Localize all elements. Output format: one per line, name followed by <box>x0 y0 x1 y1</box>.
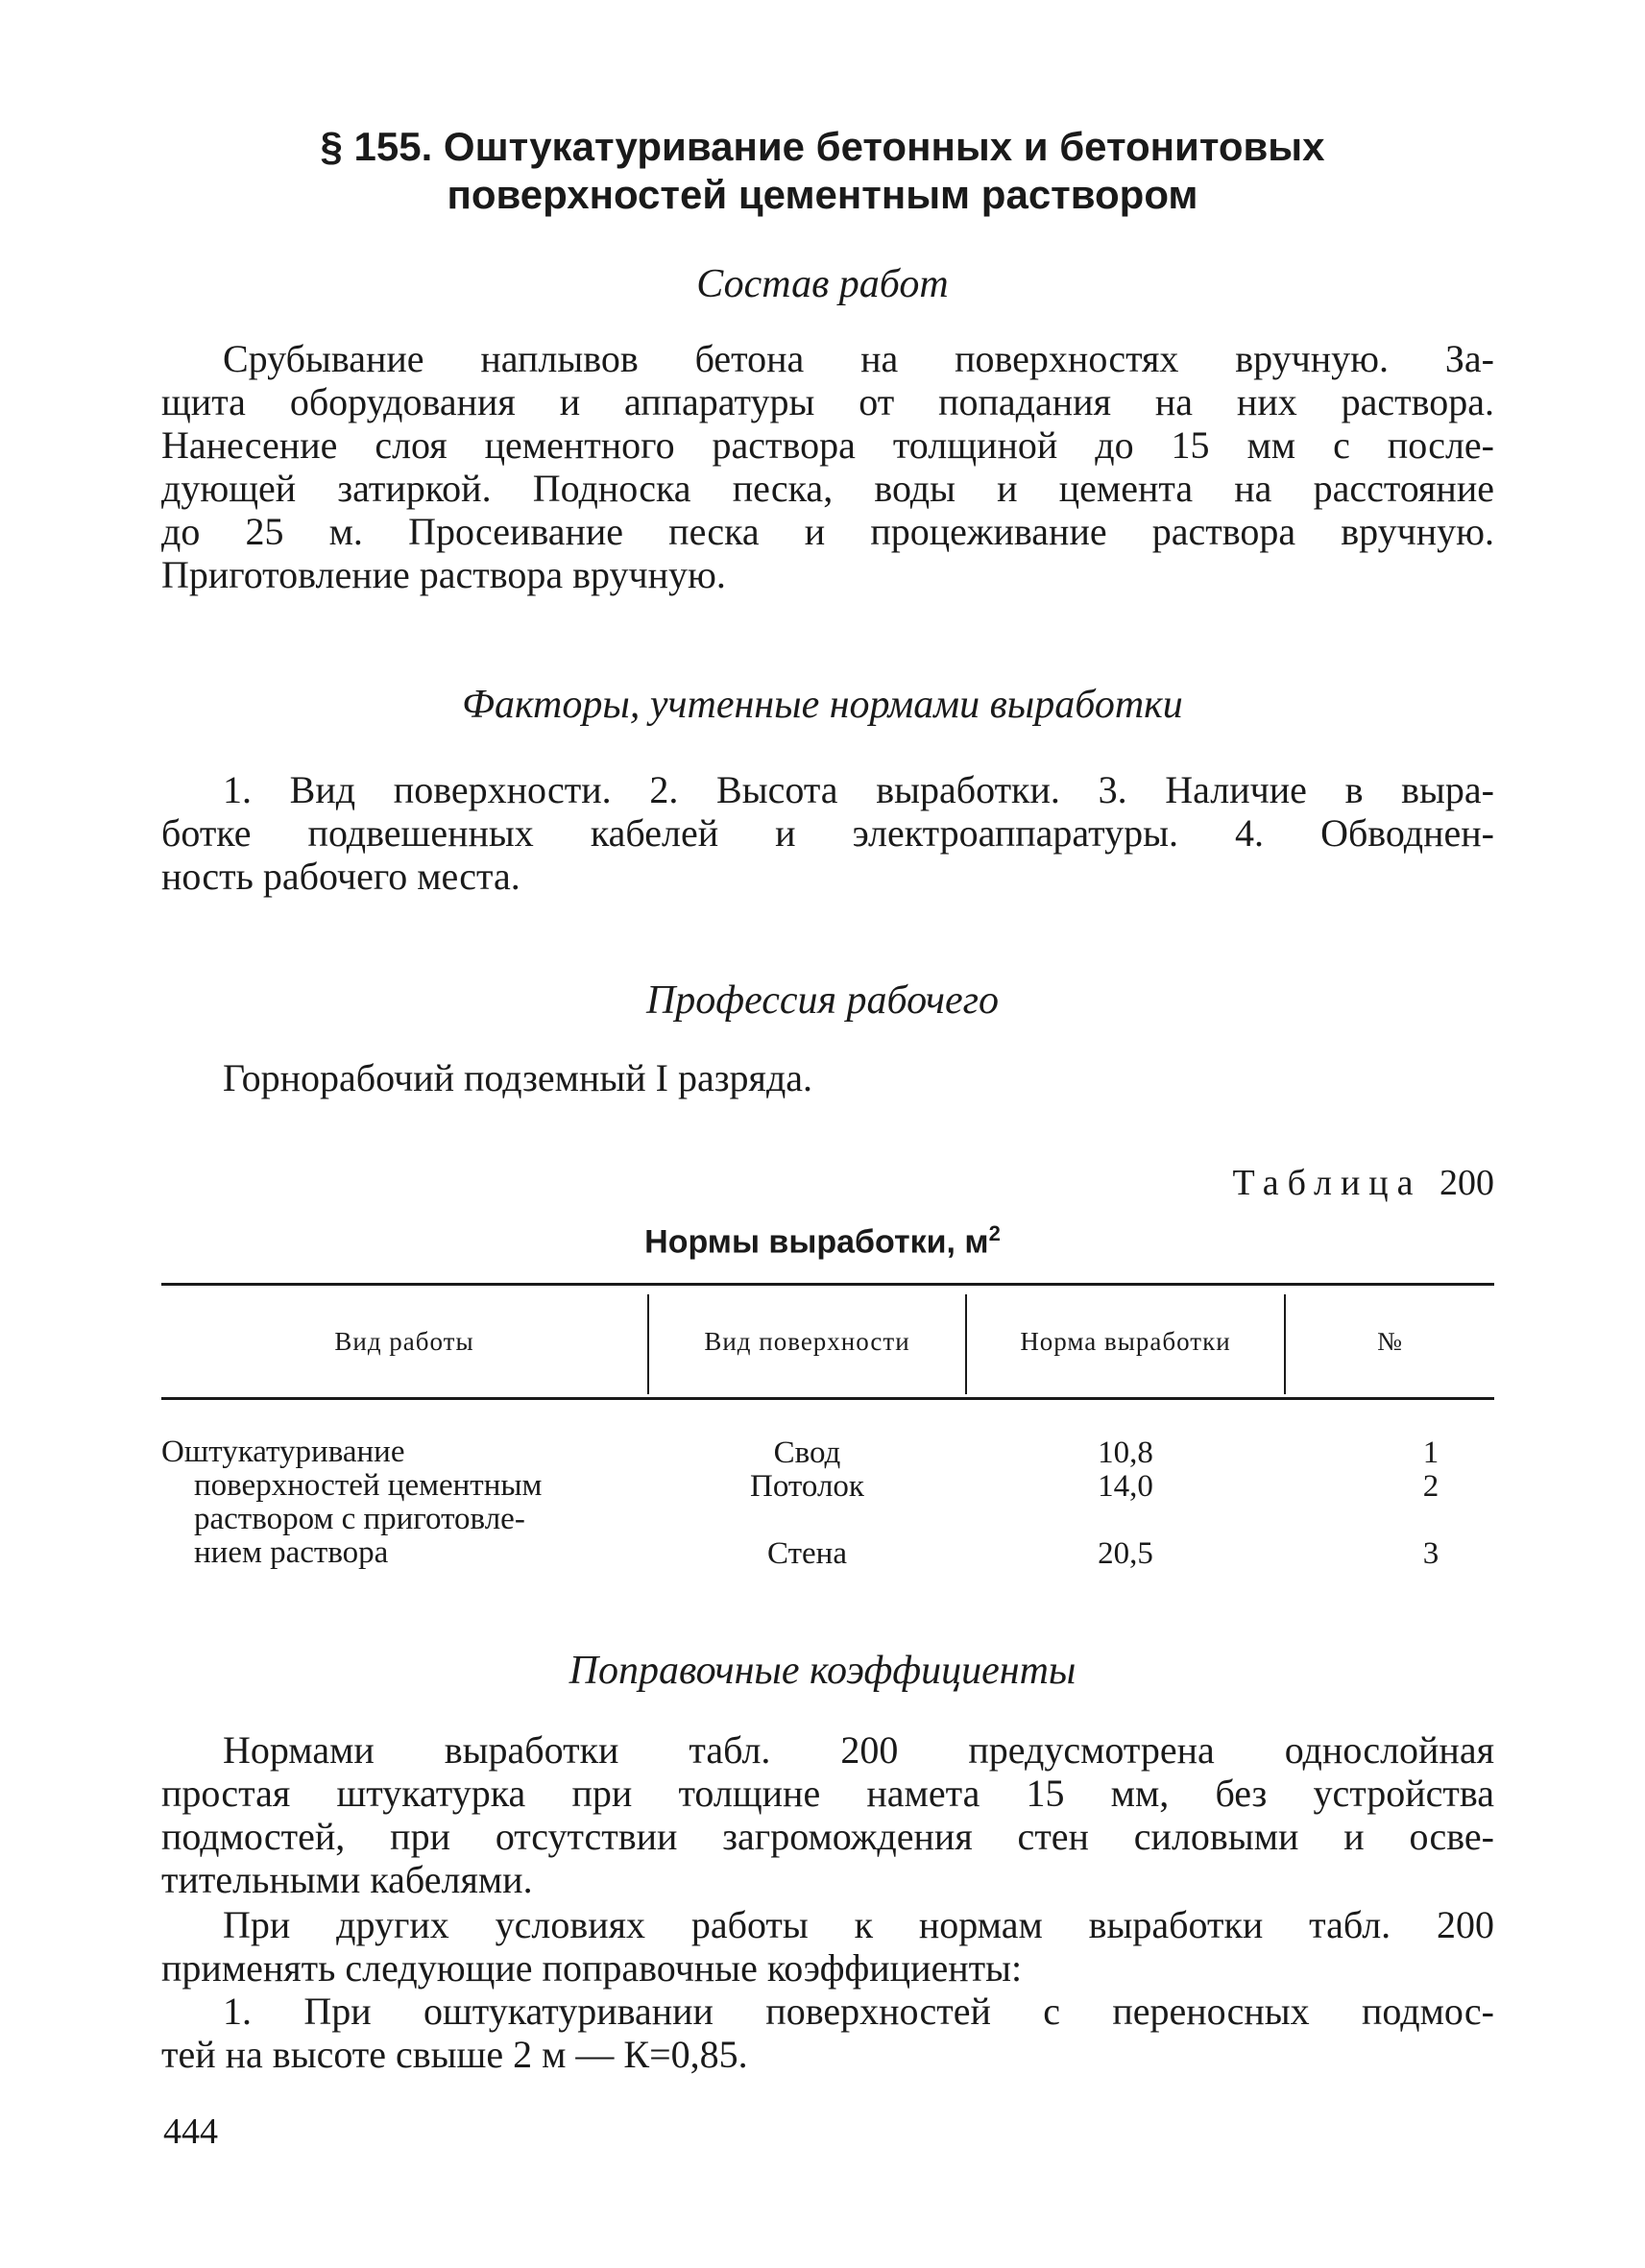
table-cell-number: 1 <box>1422 1436 1439 1470</box>
header-norm: Норма выработки <box>1020 1327 1231 1356</box>
table-top-rule <box>161 1283 1494 1286</box>
paragraph-line: При других условиях работы к нормам выработки табл. 200 <box>223 1903 1494 1946</box>
norm-column <box>967 1436 1284 1570</box>
work-composition-heading: Состав работ <box>696 262 949 306</box>
paragraph-line: Нанесение слоя цементного раствора толщиной до 15 мм с после- <box>161 423 1494 467</box>
section-title-line-1: § 155. Оштукатуривание бетонных и бетонитовых <box>320 124 1325 169</box>
work-type-line: поверхностей цементным <box>194 1468 543 1503</box>
work-type-line: Оштукатуривание <box>161 1435 405 1469</box>
profession-paragraph <box>161 1056 1494 1099</box>
coefficients-paragraph-3 <box>161 1990 1494 2076</box>
factors-heading: Факторы, учтенные нормами выработки <box>462 683 1183 727</box>
page-number: 444 <box>163 2111 218 2152</box>
table-header-rule <box>161 1397 1494 1400</box>
table-label <box>1232 1162 1494 1204</box>
table-label-text: Таблица <box>1232 1163 1422 1203</box>
coefficients-paragraph-1 <box>161 1728 1494 1901</box>
work-type-cell <box>161 1436 613 1570</box>
paragraph-line: простая штукатурка при толщине намета 15 мм, без устройства <box>161 1772 1494 1815</box>
paragraph-line: тей на высоте свыше 2 м — К=0,85. <box>161 2033 748 2076</box>
table-cell-surface: Потолок <box>750 1469 864 1504</box>
factors-paragraph <box>161 768 1494 898</box>
table-cell-norm: 14,0 <box>1098 1469 1153 1504</box>
section-title-line-2: поверхностей цементным раствором <box>447 172 1198 217</box>
table-cell-norm: 20,5 <box>1098 1536 1153 1571</box>
table-number: 200 <box>1439 1163 1494 1203</box>
paragraph-line: Горнорабочий подземный I разряда. <box>223 1056 813 1099</box>
paragraph-line: применять следующие поправочные коэффициенты: <box>161 1946 1023 1990</box>
header-surface-type: Вид поверхности <box>704 1327 910 1356</box>
coefficients-heading: Поправочные коэффициенты <box>568 1649 1077 1693</box>
paragraph-line: ность рабочего места. <box>161 855 520 898</box>
header-number: № <box>1377 1327 1403 1356</box>
table-cell-surface: Стена <box>767 1536 847 1571</box>
table-title <box>0 1221 1645 1261</box>
work-type-line: раствором с приготовле- <box>194 1502 525 1536</box>
paragraph-line: Нормами выработки табл. 200 предусмотрена однослойная <box>223 1728 1494 1772</box>
profession-heading: Профессия рабочего <box>645 978 1000 1023</box>
paragraph-line: Приготовление раствора вручную. <box>161 553 726 596</box>
paragraph-line: тительными кабелями. <box>161 1858 533 1901</box>
coefficients-paragraph-2 <box>161 1903 1494 1990</box>
paragraph-line: дующей затиркой. Подноска песка, воды и цемента на расстояние <box>161 467 1494 510</box>
work-composition-paragraph <box>161 337 1494 596</box>
section-title <box>0 123 1645 219</box>
work-type-line: нием раствора <box>194 1535 389 1570</box>
paragraph-line: ботке подвешенных кабелей и электроаппаратуры. 4. Обводнен- <box>161 811 1494 855</box>
paragraph-line: щита оборудования и аппаратуры от попадания на них раствора. <box>161 380 1494 423</box>
paragraph-line: подмостей, при отсутствии загромождения стен силовыми и осве- <box>161 1815 1494 1858</box>
table-cell-norm: 10,8 <box>1098 1436 1153 1470</box>
paragraph-line: 1. Вид поверхности. 2. Высота выработки. 3. Наличие в выра- <box>223 768 1494 811</box>
table-cell-number: 3 <box>1422 1536 1439 1571</box>
paragraph-line: Срубывание наплывов бетона на поверхностях вручную. За- <box>223 337 1494 380</box>
header-work-type: Вид работы <box>334 1327 474 1356</box>
table-cell-number: 2 <box>1422 1469 1439 1504</box>
surface-column <box>649 1436 965 1570</box>
number-column <box>1364 1436 1498 1570</box>
paragraph-line: до 25 м. Просеивание песка и процеживание раствора вручную. <box>161 510 1494 553</box>
paragraph-line: 1. При оштукатуривании поверхностей с переносных подмос- <box>223 1990 1494 2033</box>
table-title-superscript: 2 <box>988 1221 1001 1245</box>
table-title-text: Нормы выработки, м <box>644 1223 989 1261</box>
table-cell-surface: Свод <box>773 1436 841 1470</box>
